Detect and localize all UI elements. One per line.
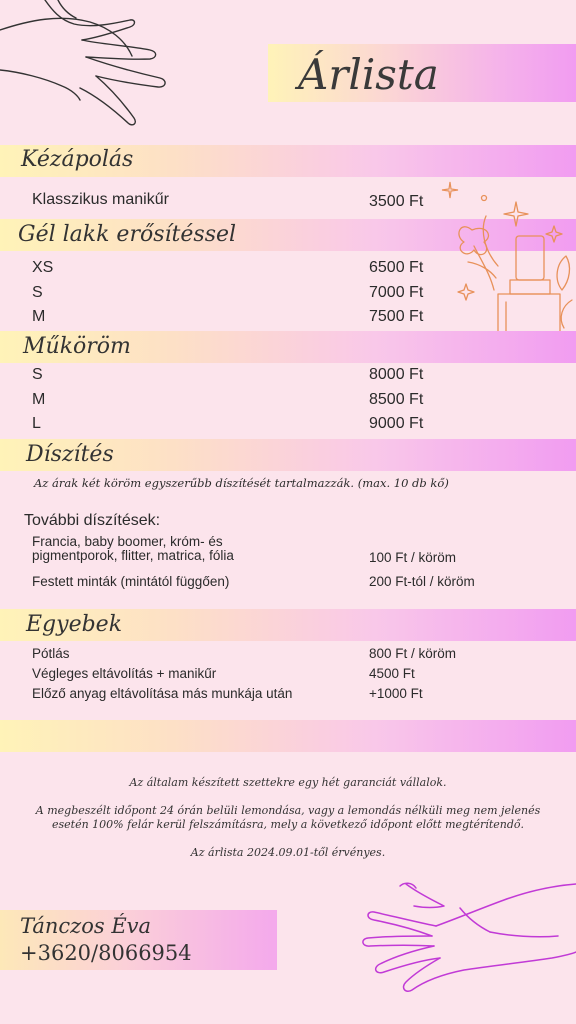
section-title-diszites: Díszítés xyxy=(26,442,114,467)
section-title-kezapolas: Kézápolás xyxy=(21,147,134,172)
cancellation-note-line1: A megbeszélt időpont 24 órán belüli lemondása, vagy a lemondás nélküli meg nem jelenés xyxy=(35,804,541,817)
row-label xyxy=(32,535,234,563)
page-title: Árlista xyxy=(298,50,439,99)
row-price: 800 Ft / köröm xyxy=(369,646,457,661)
section-band xyxy=(0,720,576,752)
row-price: 4500 Ft xyxy=(369,666,415,681)
row-price: 3500 Ft xyxy=(369,193,424,210)
validity-note: Az árlista 2024.09.01-től érvényes. xyxy=(190,846,386,859)
row-price: 8000 Ft xyxy=(369,366,424,383)
row-price: 200 Ft-tól / köröm xyxy=(369,574,475,589)
section-title-egyebek: Egyebek xyxy=(26,612,123,637)
row-label: Előző anyag eltávolítása más munkája után xyxy=(32,686,293,701)
row-label: Klasszikus manikűr xyxy=(32,191,169,208)
cancellation-note-line2: esetén 100% felár kerül felszámításra, mely a következő időpont előtt megtérítendő. xyxy=(52,818,524,831)
row-label: L xyxy=(32,415,41,432)
hand-line-art-icon xyxy=(0,0,180,130)
row-label: Pótlás xyxy=(32,646,70,661)
row-label: M xyxy=(32,308,46,325)
contact-phone: +3620/8066954 xyxy=(20,941,192,965)
row-label: M xyxy=(32,391,46,408)
row-price: 7000 Ft xyxy=(369,284,424,301)
row-price: 8500 Ft xyxy=(369,391,424,408)
row-price: +1000 Ft xyxy=(369,686,423,701)
row-price: 9000 Ft xyxy=(369,415,424,432)
guarantee-note: Az általam készített szettekre egy hét garanciát vállalok. xyxy=(129,776,447,789)
section-title-mukorom: Műköröm xyxy=(23,334,131,359)
contact-name: Tánczos Éva xyxy=(20,914,152,938)
row-label-line: pigmentporok, flitter, matrica, fólia xyxy=(32,548,234,563)
row-price: 7500 Ft xyxy=(369,308,424,325)
row-price: 6500 Ft xyxy=(369,259,424,276)
section-title-gellakk: Gél lakk erősítéssel xyxy=(18,222,237,247)
row-label: Festett minták (mintától függően) xyxy=(32,574,230,589)
decoration-note: Az árak két köröm egyszerűbb díszítését tartalmazzák. (max. 10 db kő) xyxy=(34,476,449,490)
row-label: S xyxy=(32,366,43,383)
extra-decorations-subtitle: További díszítések: xyxy=(24,512,161,529)
row-label: S xyxy=(32,284,43,301)
row-label: Végleges eltávolítás + manikűr xyxy=(32,666,217,681)
row-label: XS xyxy=(32,259,54,276)
reaching-hand-icon xyxy=(340,878,576,998)
sparkle-icon xyxy=(440,180,460,200)
row-label-line: Francia, baby boomer, króm- és xyxy=(32,534,223,549)
row-price: 100 Ft / köröm xyxy=(369,550,457,565)
